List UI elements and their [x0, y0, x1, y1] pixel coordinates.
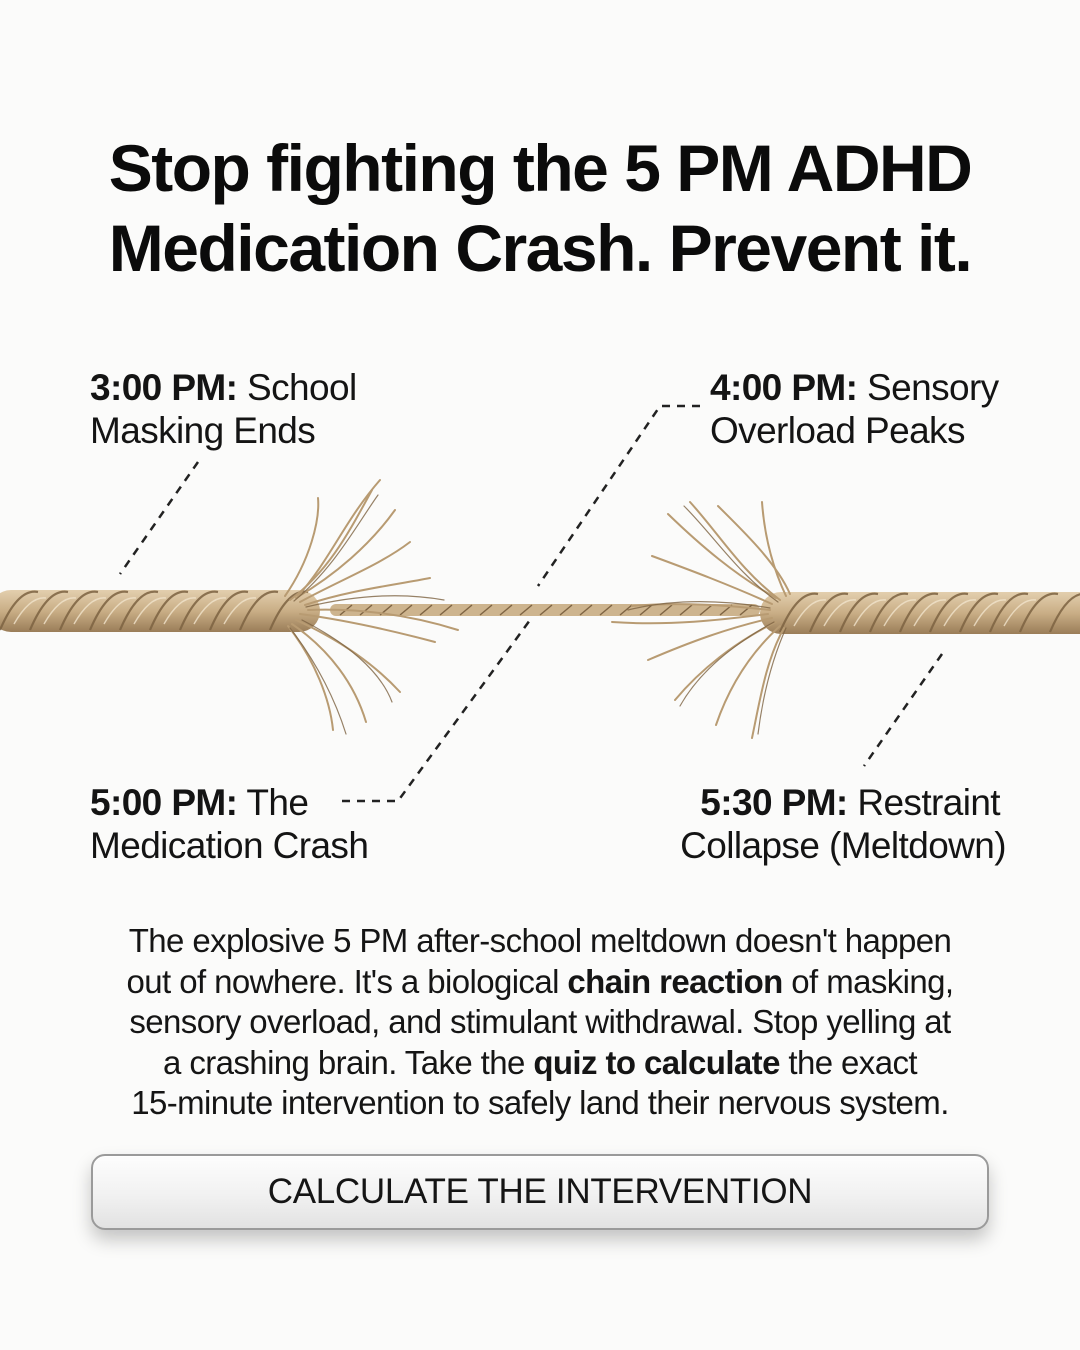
body-line-2-post: of masking, [782, 962, 954, 1000]
body-line-4-pre: a crashing brain. Take the [163, 1043, 534, 1081]
rope-left-segment [0, 590, 320, 632]
label-530pm-line1: Restraint [847, 782, 1000, 823]
body-line-2-pre: out of nowhere. It's a biological [126, 962, 568, 1000]
chain-reaction-emphasis: chain reaction [567, 962, 783, 1000]
body-paragraph [60, 921, 1020, 1124]
rope-right-segment [760, 592, 1080, 634]
calculate-intervention-button[interactable]: CALCULATE THE INTERVENTION [91, 1154, 989, 1230]
label-3pm-line1: School [237, 367, 357, 408]
timeline-label-5pm [90, 781, 368, 867]
label-4pm-line1: Sensory [857, 367, 999, 408]
body-line-3: sensory overload, and stimulant withdrawal. Stop yelling at [129, 1003, 951, 1040]
body-line-1: The explosive 5 PM after-school meltdown doesn't happen [128, 922, 952, 959]
connector-5pm [342, 620, 530, 801]
timeline-label-530pm [680, 781, 1006, 867]
label-3pm-line2: Masking Ends [90, 410, 316, 451]
body-line-2 [60, 962, 1020, 1003]
timeline-label-4pm [710, 366, 999, 452]
quiz-emphasis: quiz to calculate [533, 1043, 780, 1081]
timeline-label-3pm [90, 366, 357, 452]
headline-line-1: Stop fighting the 5 PM ADHD [108, 131, 972, 205]
time-530pm: 5:30 PM: [700, 782, 848, 823]
time-5pm: 5:00 PM: [90, 782, 238, 823]
time-4pm: 4:00 PM: [710, 367, 858, 408]
body-line-4 [60, 1043, 1020, 1084]
connector-4pm [538, 406, 700, 586]
body-line-5: 15-minute intervention to safely land their nervous system. [131, 1084, 949, 1121]
connector-530pm [864, 654, 942, 766]
label-5pm-line1: The [237, 782, 309, 823]
label-530pm-line2: Collapse (Meltdown) [680, 825, 1006, 866]
headline-line-2: Medication Crash. Prevent it. [108, 211, 972, 285]
time-3pm: 3:00 PM: [90, 367, 238, 408]
connector-3pm [120, 462, 198, 574]
label-5pm-line2: Medication Crash [90, 825, 369, 866]
label-4pm-line2: Overload Peaks [710, 410, 965, 451]
page-headline [40, 128, 1040, 288]
body-line-4-post: the exact [779, 1043, 917, 1081]
